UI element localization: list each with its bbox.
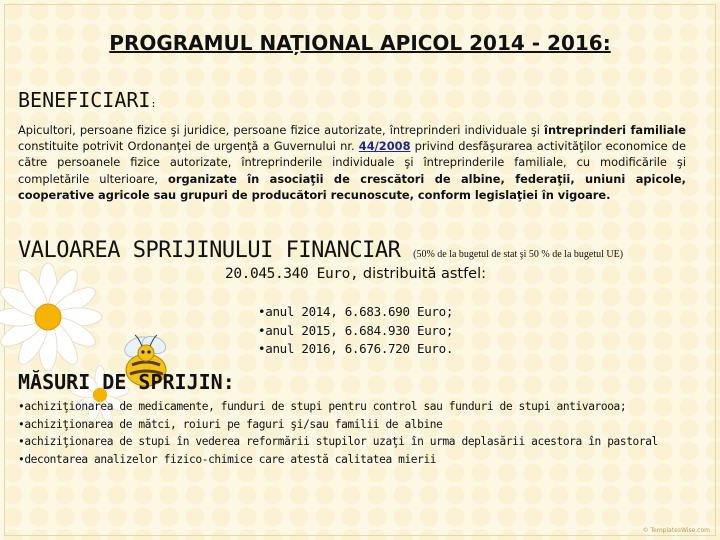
valoarea-heading-text: VALOAREA SPRIJINULUI FINANCIAR bbox=[18, 238, 401, 263]
measure-item: •achiziţionarea de mătci, roiuri pe faguri şi/sau familii de albine bbox=[18, 417, 443, 431]
year-item: •anul 2014, 6.683.690 Euro; bbox=[258, 304, 454, 319]
masuri-heading: MĂSURI DE SPRIJIN: bbox=[18, 370, 235, 394]
watermark: © TemplatesWise.com bbox=[642, 527, 710, 534]
total-amount bbox=[225, 266, 486, 282]
beneficiari-text-1: Apicultori, persoane fizice şi juridice, persoane fizice autorizate, întreprinderi individuale şi bbox=[18, 123, 545, 137]
measure-item: •achiziţionarea de stupi în vederea reformării stupilor uzaţi în urma deplasării acestora în pastoral bbox=[18, 435, 658, 448]
measure-item: •decontarea analizelor fizico-chimice care atestă calitatea mierii bbox=[18, 452, 437, 466]
year-item: •anul 2016, 6.676.720 Euro. bbox=[258, 341, 454, 356]
year-item: •anul 2015, 6.684.930 Euro; bbox=[258, 322, 454, 338]
beneficiari-bold-2: organizate în asociaţii de crescători de albine, federaţii, uniuni apicole, cooperative agricole sau grupuri de producători recunoscute, conform legislaţiei în vigoare. bbox=[18, 171, 686, 202]
total-amount-value: 20.045.340 Euro, bbox=[225, 266, 359, 282]
valoarea-heading bbox=[18, 238, 623, 263]
beneficiari-heading-text: BENEFICIARI bbox=[18, 88, 151, 112]
page-title: PROGRAMUL NAȚIONAL APICOL 2014 - 2016: bbox=[109, 31, 611, 55]
beneficiari-bold-1: întreprinderi familiale bbox=[544, 123, 686, 137]
total-amount-distributed: distribuită astfel: bbox=[358, 266, 487, 282]
yearly-breakdown bbox=[258, 303, 453, 359]
beneficiari-text-3: privind desfăşurarea activităţilor economice de către persoanele fizice autorizate, întreprinderile individuale şi întreprinderile familiale, cu modificările şi completările ulterioare, bbox=[18, 139, 687, 186]
measures-list bbox=[18, 398, 708, 468]
measure-item: •achiziţionarea de medicamente, funduri de stupi pentru control sau funduri de stupi antivarooa; bbox=[18, 400, 627, 413]
law-link[interactable]: 44/2008 bbox=[358, 139, 411, 154]
beneficiari-heading-suffix: : bbox=[150, 99, 157, 110]
valoarea-note: (50% de la bugetul de stat şi 50 % de la bugetul UE) bbox=[413, 249, 624, 260]
beneficiari-heading bbox=[18, 88, 156, 112]
beneficiari-paragraph bbox=[18, 122, 686, 203]
beneficiari-text-2: constituite potrivit Ordonanţei de urgenţă a Guvernului nr. bbox=[18, 139, 359, 154]
